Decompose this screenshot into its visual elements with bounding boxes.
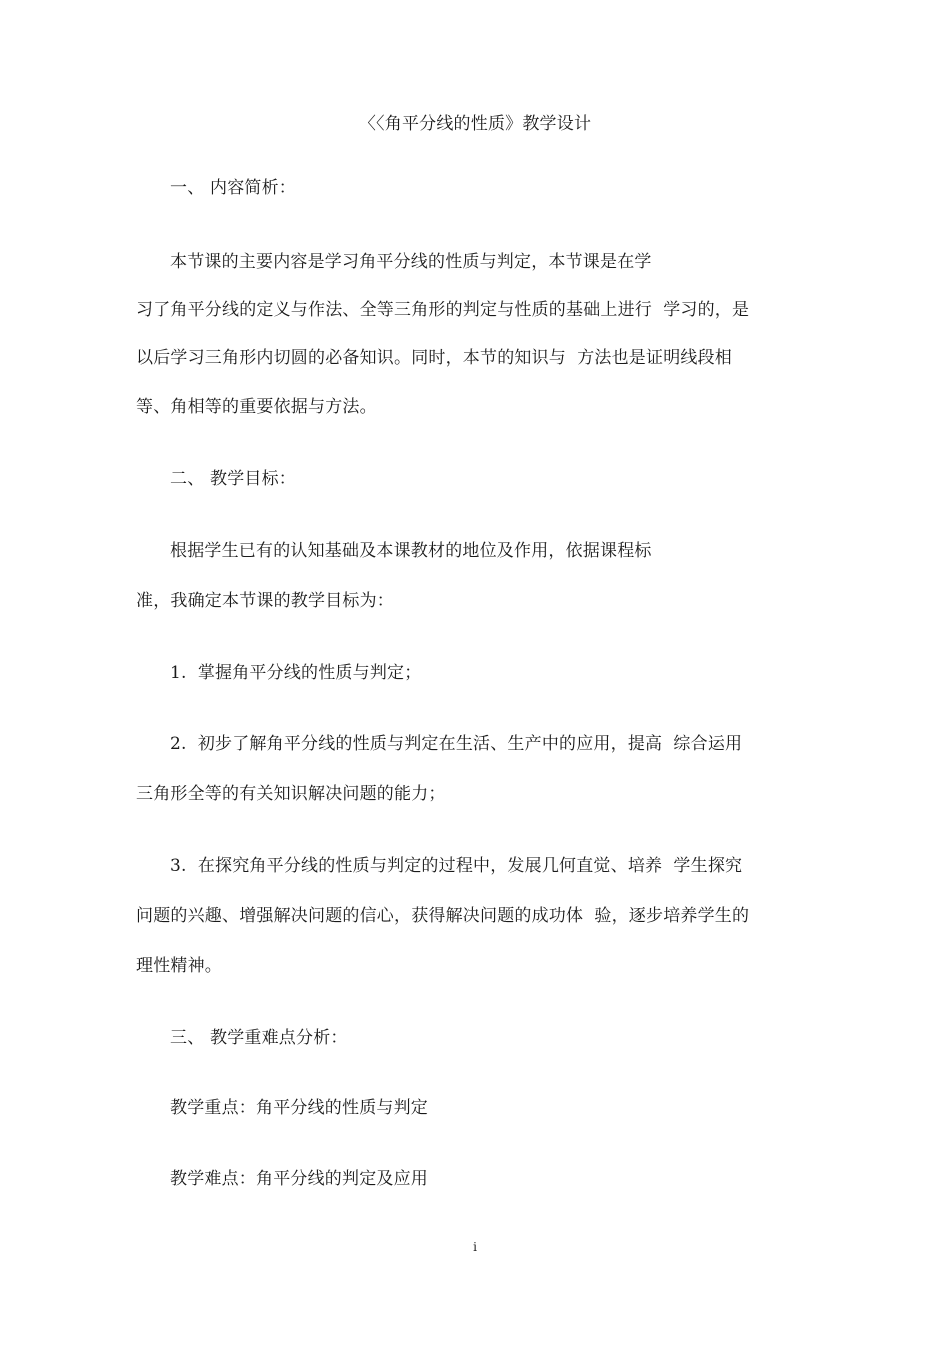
document-title: 〈〈角平分线的性质》教学设计 [358,114,592,134]
goal-3-line-2: 问题的兴趣、增强解决问题的信心，获得解决问题的成功体 验，逐步培养学生的 [136,906,750,926]
section1-line-3: 以后学习三角形内切圆的必备知识。同时，本节的知识与 方法也是证明线段相 [136,348,733,368]
page-number: i [473,1240,477,1254]
goal-2-line-2: 三角形全等的有关知识解决问题的能力； [136,784,446,804]
goal-3-line-3: 理性精神。 [136,956,222,976]
goal-2-line-1: 2. 初步了解角平分线的性质与判定在生活、生产中的应用，提高 综合运用 [170,734,743,754]
section1-line-1: 本节课的主要内容是学习角平分线的性质与判定，本节课是在学 [170,252,652,272]
section1-line-2: 习了角平分线的定义与作法、全等三角形的判定与性质的基础上进行 学习的，是 [136,300,750,320]
key-point: 教学重点：角平分线的性质与判定 [170,1098,428,1118]
section3-heading: 三、 教学重难点分析： [170,1028,348,1048]
difficult-point: 教学难点：角平分线的判定及应用 [170,1169,428,1189]
section1-line-4: 等、角相等的重要依据与方法。 [136,397,377,417]
goal-1: 1. 掌握角平分线的性质与判定； [170,663,422,683]
section2-heading: 二、 教学目标： [170,469,297,489]
goal-3-line-1: 3. 在探究角平分线的性质与判定的过程中，发展几何直觉、培养 学生探究 [170,856,743,876]
section2-intro-line-2: 准，我确定本节课的教学目标为： [136,591,394,611]
section1-heading: 一、 内容简析： [170,178,297,198]
section2-intro-line-1: 根据学生已有的认知基础及本课教材的地位及作用，依据课程标 [170,541,652,561]
